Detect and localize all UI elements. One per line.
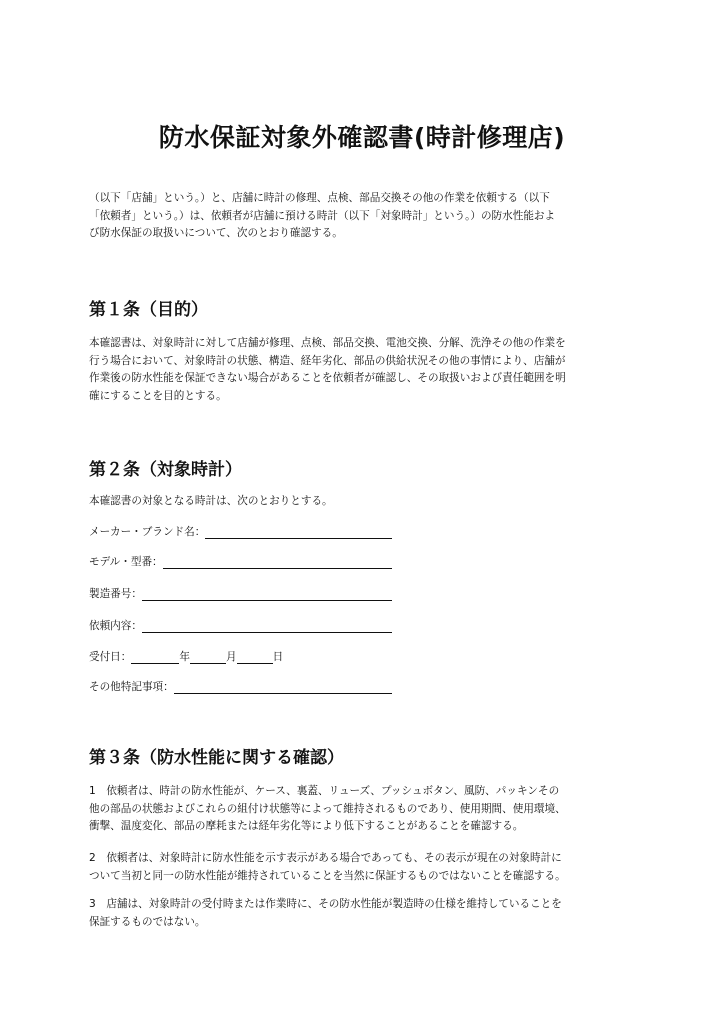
other-notes-label: その他特記事項： xyxy=(89,681,174,693)
article1-heading: 第１条（目的） xyxy=(89,300,208,320)
model-label: モデル・型番： xyxy=(89,556,163,568)
article2-heading: 第２条（対象時計） xyxy=(89,460,242,480)
serial-field xyxy=(89,585,392,601)
other-notes-blank-line xyxy=(174,681,392,694)
other-notes-field xyxy=(89,678,392,694)
article3-item1: 1 依頼者は、時計の防水性能が、ケース、裏蓋、リューズ、プッシュボタン、風防、パッキンその 他の部品の状態およびこれらの組付け状態等によって維持されるものであり、使用期間、使用環境、 衝撃、温度変化、部品の摩耗または経年劣化等により低下することがあることを確認する。 xyxy=(89,785,566,832)
brand-label: メーカー・ブランド名： xyxy=(89,526,206,538)
article1-body: 本確認書は、対象時計に対して店舗が修理、点検、部品交換、電池交換、分解、洗浄その他の作業を 行う場合において、対象時計の状態、構造、経年劣化、部品の供給状況その他の事情により、店舗が 作業後の防水性能を保証できない場合があることを依頼者が確認し、その取扱いおよび責任範囲を明 確にすることを目的とする。 xyxy=(89,337,566,402)
request-field xyxy=(89,617,392,633)
month-blank-line xyxy=(190,651,226,664)
day-blank-line xyxy=(237,651,273,664)
request-blank-line xyxy=(142,620,392,633)
article2-body: 本確認書の対象となる時計は、次のとおりとする。 xyxy=(89,495,333,507)
year-label: 年 xyxy=(179,651,190,663)
date-label: 受付日： xyxy=(89,651,132,663)
day-label: 日 xyxy=(272,651,284,663)
article3-item3: 3 店舗は、対象時計の受付時または作業時に、その防水性能が製造時の仕様を維持していることを 保証するものではない。 xyxy=(89,898,562,928)
serial-blank-line xyxy=(142,588,392,601)
year-blank-line xyxy=(131,651,179,664)
month-label: 月 xyxy=(225,651,237,663)
model-field xyxy=(89,553,392,569)
brand-field xyxy=(89,523,392,539)
intro-paragraph: （以下「店舗」という。）と、店舗に時計の修理、点検、部品交換その他の作業を依頼する（以下 「依頼者」という。）は、依頼者が店舗に預ける時計（以下「対象時計」という。）の防水性能およ び防水保証の取扱いについて、次のとおり確認する。 xyxy=(89,192,556,239)
date-field xyxy=(89,648,283,664)
article3-item2: 2 依頼者は、対象時計に防水性能を示す表示がある場合であっても、その表示が現在の対象時計に ついて当初と同一の防水性能が維持されていることを当然に保証するものではないことを確認する。 xyxy=(89,852,566,882)
request-label: 依頼内容： xyxy=(89,620,142,632)
article3-heading: 第３条（防水性能に関する確認） xyxy=(89,748,344,768)
serial-label: 製造番号： xyxy=(89,588,142,600)
model-blank-line xyxy=(163,556,392,569)
brand-blank-line xyxy=(205,526,392,539)
document-title: 防水保証対象外確認書(時計修理店) xyxy=(158,123,566,152)
